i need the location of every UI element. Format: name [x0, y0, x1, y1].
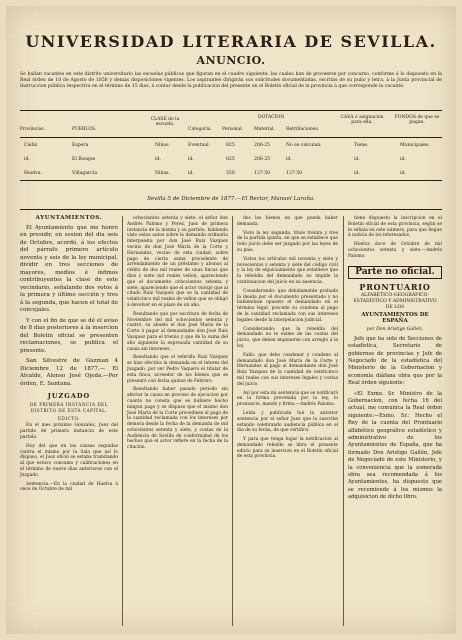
text-paragraph: Considerando: que la rebeldía del demandado no le exime de las costas del juicio, que deben imponerse con arreglo á la ley. — [237, 326, 338, 349]
text-paragraph: Y para que tenga lugar la notificacion al demandado rebelde se libra el presente edicto para su insercion en el Boletin oficial de esta provincia. — [237, 437, 338, 460]
table-header — [20, 111, 442, 138]
cell-retribuciones: 137·50 — [286, 171, 303, 176]
prontuario-de-los: DE LOS — [385, 305, 405, 311]
text-paragraph: Hoy del que en las causas seguidas contra el mismo por la Sala que así lo dispuso, el Juez ofició se estaba tramitando al que estuvo consumo y calificaciones en el término de nueve dias anteriores con el Juzgado. — [20, 443, 118, 478]
column-3 — [237, 216, 338, 463]
text-paragraph: «El Exmo. Sr. Ministro de la Gobernacion, con fecha 16 del actual, me comunica la Real órden siguiente:—Exmo. Sr.: Hecho el Rey de la cuenta del Prontuario alfabético geográfico estadístico y administrativo de los Ayuntamientos de España, que ha formado Don Aristigo Gallén, Jefe de Negociado de este Ministerio, y la conveniencia que la esmerada obra sea recomendada á los Ayuntamientos, ha dispuesto que se recomiende á los mismos la adquisicion de dicho libro. — [348, 390, 442, 501]
column-divider — [122, 216, 123, 626]
prontuario-author: por Don Aristigo Gallén, — [366, 326, 424, 332]
header-casa: CASA ó asignacion para ella. — [340, 115, 384, 125]
text-paragraph: tiene dispuesto la inscripcion en el Boletin oficial de esta provincia, según se le señala en este número, para que llegue á noticia de los interesados. — [348, 216, 442, 239]
cell-provincia: Cádiz. — [24, 143, 39, 148]
text-paragraph: Considerando: que debidamente probada la deuda por el documento presentado y no habiéndose opuesto el demandado en el término legal, procede su condena al pago de la cantidad reclamada con sus intereses legales desde la interpelacion judicial. — [237, 288, 338, 323]
header-retribuciones: Retribuciones. — [286, 127, 320, 132]
text-paragraph: Resultando haber pasado periodo sin afectar la causa en proceso de ejecucion por cuanto no consta que se hubiere hecho ningun pago y se dispuso que el mismo don José María de la Corte procediese al pago de la cantidad reclamada con los intereses por demora desde la fecha de la demanda de mil ochocientos setenta y siete, y costas de la Audiencia de Sevilla de conformidad de los hechos que el actor refiere en la fecha de la citación. — [127, 387, 228, 451]
header-material: Material. — [254, 127, 275, 132]
cell-personal: 825 — [226, 143, 235, 148]
cell-clase: id. — [155, 157, 161, 162]
text-paragraph: Así por esta mi sentencia que se notificará en la forma prevenida por la ley, lo pronuncio, mando y firmo.—Andrés Palomo. — [237, 390, 338, 408]
cell-pueblo: El Bosque — [72, 157, 96, 162]
newspaper-page — [6, 6, 456, 634]
text-paragraph: Vistos los artículos mil noventa y siete y novecientos y setenta y siete del código civil y la ley de enjuiciamiento que establece que la rebeldía del demandado no impide la continuacion del juicio en su ausencia. — [237, 256, 338, 285]
header-fondos: FONDOS de que se pagan. — [394, 115, 440, 125]
cell-casa: Tiene. — [354, 143, 369, 148]
notice-signature: San Silvestre de Guzman 4 Diciembre 12 de 1877.— El Alcalde, Alonso José Ojeda.—Por órden, E. Santana. — [20, 358, 118, 387]
text-paragraph: Leída y publicada fué la anterior sentencia por el señor Juez que la suscribe estando celebrando audiencia pública en el dia de su fecha, de que certifico. — [237, 410, 338, 434]
section-heading-ayuntamientos: AYUNTAMIENTOS. — [35, 215, 103, 221]
cell-pueblo: Villagarcía — [72, 171, 98, 176]
text-paragraph: Visto la ley segunda, título treinta y tres de la partida quinta, en que se establece que todo juicio debe ser juzgado por las leyes de su pais. — [237, 230, 338, 253]
cell-personal: 550 — [226, 171, 235, 176]
cell-casa: id. — [354, 157, 360, 162]
edicto-heading: EDICTO. — [57, 415, 81, 421]
header-categoria: Categoría. — [188, 127, 212, 132]
header-personal: Personal. — [222, 127, 244, 132]
cell-pueblo: Espera — [72, 143, 89, 148]
intro-paragraph: Se hallan vacantes en este distrito universitario las escuelas públicas que figuran en el cuadro siguiente, las cuales han de proveerse por concurso, conforme á lo dispuesto en la Real órden de 10 de Agosto de 1858 y demás disposiciones vigentes. Los aspirantes dirigirán sus solicitudes documentadas, escritas de su puño y letra, á la Junta provincial de Instruccion pública respectiva en el término de 15 dias, á contar desde la publicacion del presente en el Boletin oficial de la provincia á que corresponde la vacante. — [20, 72, 442, 89]
cell-material: 137·50 — [254, 171, 271, 176]
cell-categoria: id. — [188, 171, 194, 176]
text-paragraph: En el mes próximo Gonzalez, Juez del partido de primera instancia de este partido. — [20, 423, 118, 441]
column-divider — [232, 216, 233, 626]
column-4 — [348, 216, 442, 505]
table-row — [20, 166, 442, 180]
section-divider — [20, 209, 442, 210]
text-paragraph: Jefe que ha sido de Secciones de estadística, Secretario de gobiernos de provincias y Jefe de Negociado de la estadística del Ministerio de la Gobernacion y economía diáfana obra que por la Real órden siguiente: — [348, 335, 442, 387]
cell-categoria: Eventual. — [188, 143, 211, 148]
cell-retribuciones: No se calculan. — [286, 143, 322, 148]
prontuario-ayuntamientos: AYUNTAMIENTOS DE ESPAÑA — [361, 312, 429, 324]
juzgado-subheading: DE PRIMERA INSTANCIA DEL DISTRITO DE ESTA CAPITAL. — [29, 402, 109, 413]
table-row — [20, 152, 442, 166]
cell-categoria: id. — [188, 157, 194, 162]
cell-clase: Niñas. — [155, 171, 171, 176]
prontuario-title: PRONTUARIO — [359, 282, 431, 293]
text-paragraph: Fallo: que debo condenar y condeno al demandado don José María de la Corte y Hernandez al pago al demandante don José Ruiz Vazquez de la cantidad de veinticinco mil reales con sus intereses legales y costas del juicio. — [237, 352, 338, 387]
page-subtitle: ANUNCIO. — [196, 54, 266, 67]
cell-fondos: id. — [400, 157, 406, 162]
text-paragraph: Sentencia.—En la ciudad de Huelva á once de Octubre de mil — [20, 481, 118, 493]
cell-retribuciones: id. — [286, 157, 292, 162]
vacancy-table — [20, 110, 442, 181]
text-paragraph: Huelva doce de Octubre de mil ochocientos setenta y siete.—Andrés Palomo. — [348, 242, 442, 259]
text-paragraph: dos los bienes en que pueda haber demanda. — [237, 216, 338, 227]
cell-provincia: id. — [24, 157, 30, 162]
text-paragraph: Resultando que por escritura de fecha de Noviembre del mil ochocientos setenta y cuatro, su abuelo el don José María de la Corte á pagar al demandante don José Ruiz Vazquez para el trienio y que de la suma del año siguiente la expresada cantidad de su causa sin intereses. — [127, 311, 228, 352]
parte-no-oficial-banner: Parte no oficial. — [348, 266, 442, 280]
header-dotacion: DOTACION — [258, 115, 285, 120]
header-provincias: Provincias. — [20, 127, 46, 132]
section-heading-juzgado: JUZGADO — [47, 392, 91, 401]
text-paragraph: Resultando que el referido Ruiz Vazquez se hizo efectiva la demanda en el interes del Juzgado, por ser Pedro Vaquero el titular de esta finca, acreedor de los bienes que se presentó con fecha quince de Febrero. — [127, 355, 228, 384]
cell-personal: 825 — [226, 157, 235, 162]
cell-material: 206·25 — [254, 157, 271, 162]
text-paragraph: ochocientos setenta y siete, el señor don Andrés Palomo y Perez, Juez de primera instancia de la misma y su partido, habiendo visto estos autos sobre la demanda ordinaria interpuesta por don José Ruiz Vazquez vecino de don José María de la Corte y Hernandez, vecino de esta ciudad, sobre pago de cierta suma procedente de arrendamiento de un préstamo y abonos al cédito de dos mil reales de unas fincas que diez y siete mil reales vellon; apareciendo que el documento ochocientos setenta y siete, apareciendo que el actor otorgó que al citado Ruiz Vazquez que se la cantidad de veinticinco mil reales de vellon que se obligó á devolver en el plazo de un año. — [127, 216, 228, 308]
header-pueblos: PUEBLOS. — [72, 127, 97, 132]
notice-paragraph: El Ayuntamiento que me honro en presidir, en sesion del dia seis de Octubre, acordó, á los efectos del párrafo primero artículo noventa y seis de la ley municipal, dividir en tres secciones de mayores, medios é ínfimos contribuyentes la clase de este vecindario, señalando dos votos á la primera y último sección y tres á la segunda, que hacen el total de concejales. — [20, 224, 118, 314]
table-row — [20, 138, 442, 152]
notice-paragraph: Y con el fin de que se dé el aviso de 8 dias posteriores á la insercion del Boletin oficial se presenten reclamaciones, se publica el presente. — [20, 317, 118, 354]
column-divider — [343, 216, 344, 626]
cell-clase: Niños — [155, 143, 169, 148]
dateline: Sevilla 5 de Diciembre de 1877.—El Rector, Manuel Laraña. — [147, 196, 315, 202]
column-1 — [20, 216, 118, 496]
prontuario-subtitle: ALFABÉTICO-GEOGRÁFICO-ESTADÍSTICO Y ADMINISTRATIVO — [353, 293, 437, 305]
cell-fondos: id. — [400, 171, 406, 176]
cell-material: 206·25 — [254, 143, 271, 148]
cell-casa: id. — [354, 171, 360, 176]
header-clase: CLASE de la escuela. — [150, 117, 180, 127]
cell-provincia: Huelva. — [24, 171, 42, 176]
column-2 — [127, 216, 228, 454]
page-title: UNIVERSIDAD LITERARIA DE SEVILLA. — [25, 32, 437, 51]
cell-fondos: Municipales. — [400, 143, 430, 148]
